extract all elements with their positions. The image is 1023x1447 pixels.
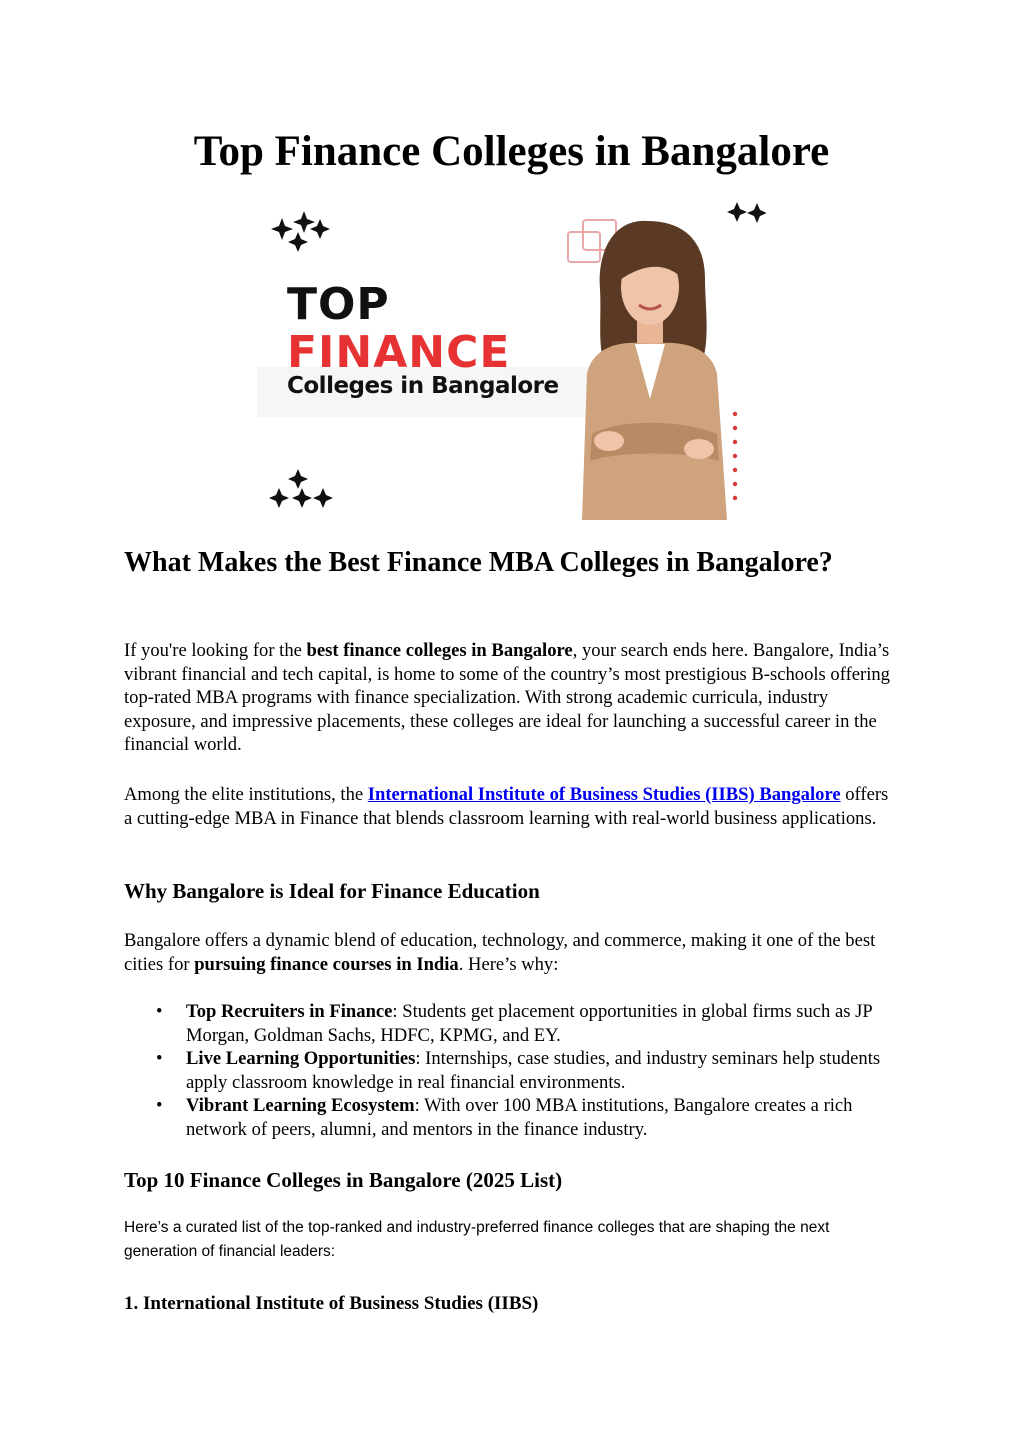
section-heading-top-10: Top 10 Finance Colleges in Bangalore (2025 List) — [124, 1168, 563, 1192]
college-heading-iibs: 1. International Institute of Business Studies (IIBS) — [124, 1293, 539, 1314]
bullet-icon: • — [156, 1001, 163, 1022]
text-span: : With over 100 MBA institutions, Bangalore creates a rich network of peers, alumni, and mentors in the finance industry. — [186, 1095, 853, 1140]
why-paragraph — [124, 929, 899, 976]
hero-title-line2: FINANCE — [287, 327, 511, 378]
bullet-icon: • — [156, 1048, 163, 1069]
list-item — [124, 1000, 899, 1047]
text-span: , your search ends here. Bangalore, India’s vibrant financial and tech capital, is home to some of the country’s most prestigious B-schools offering top-rated MBA programs with finance specialization. With strong academic curricula, industry exposure, and impressive placements, these colleges are ideal for launching a successful career in the financial world. — [124, 640, 890, 755]
decorative-dots — [733, 412, 737, 500]
sparkle-icon — [271, 211, 330, 252]
text-span: If you're looking for the — [124, 640, 307, 661]
list-item — [124, 1094, 899, 1141]
hero-banner — [257, 199, 766, 520]
bold-text: Top Recruiters in Finance — [186, 1001, 393, 1022]
text-span: offers a cutting-edge MBA in Finance that blends classroom learning with real-world business applications. — [124, 784, 889, 829]
reasons-list — [124, 1000, 899, 1141]
sparkle-icon — [269, 469, 333, 508]
iibs-paragraph — [124, 783, 899, 830]
bold-text: pursuing finance courses in India — [194, 953, 459, 975]
bold-text: Vibrant Learning Ecosystem — [186, 1095, 415, 1116]
section-heading-why-bangalore: Why Bangalore is Ideal for Finance Education — [124, 879, 540, 903]
text-span: : Students get placement opportunities in global firms such as JP Morgan, Goldman Sachs, HDFC, KPMG, and EY. — [186, 1001, 873, 1046]
intro-paragraph — [124, 639, 899, 757]
section-heading-what-makes: What Makes the Best Finance MBA Colleges in Bangalore? — [124, 547, 833, 578]
woman-photo-icon — [582, 221, 727, 520]
bold-text: Live Learning Opportunities — [186, 1048, 416, 1069]
text-span: . Here’s why: — [458, 953, 559, 975]
bold-text: best finance colleges in Bangalore — [306, 640, 573, 661]
sparkle-icon — [727, 202, 766, 223]
hero-title-line3: Colleges in Bangalore — [287, 373, 559, 399]
curated-list-intro: Here’s a curated list of the top-ranked and industry-preferred finance colleges that are shaping the next generation of financial leaders: — [124, 1219, 830, 1260]
hero-title-line1: TOP — [287, 279, 390, 330]
bullet-icon: • — [156, 1095, 163, 1116]
iibs-link[interactable]: International Institute of Business Studies (IIBS) Bangalore — [367, 784, 841, 805]
text-span: : Internships, case studies, and industry seminars help students apply classroom knowledge in real financial environments. — [186, 1048, 881, 1093]
list-item — [124, 1047, 899, 1094]
text-span: Bangalore offers a dynamic blend of education, technology, and commerce, making it one of the best cities for — [124, 930, 876, 975]
text-span: Among the elite institutions, the — [124, 784, 368, 805]
page-title: Top Finance Colleges in Bangalore — [193, 128, 830, 175]
